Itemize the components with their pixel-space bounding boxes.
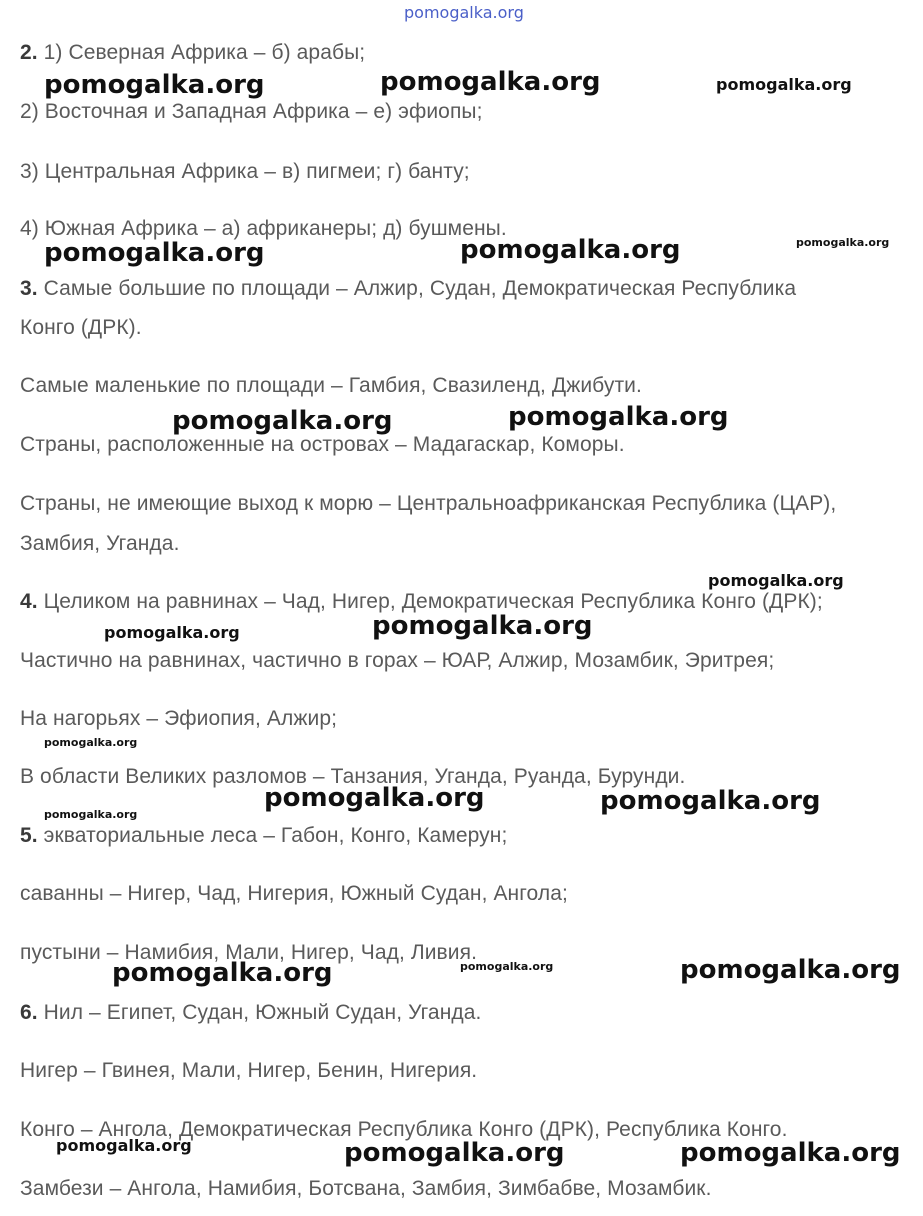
answer-4-line-4: В области Великих разломов – Танзания, Уганда, Руанда, Бурунди. <box>20 765 686 788</box>
answer-6-line-3: Конго – Ангола, Демократическая Республика Конго (ДРК), Республика Конго. <box>20 1118 788 1141</box>
watermark: pomogalka.org <box>680 1138 901 1168</box>
answer-6-line-1 <box>20 1001 481 1025</box>
answer-2-line-2: 2) Восточная и Западная Африка – е) эфиопы; <box>20 100 483 123</box>
watermark: pomogalka.org <box>172 406 393 436</box>
answer-5-text-1: экваториальные леса – Габон, Конго, Камерун; <box>43 824 508 847</box>
watermark: pomogalka.org <box>508 402 729 432</box>
watermark: pomogalka.org <box>44 70 265 100</box>
watermark: pomogalka.org <box>344 1138 565 1168</box>
watermark: pomogalka.org <box>372 611 593 641</box>
watermark: pomogalka.org <box>104 623 240 642</box>
answer-6-line-4: Замбези – Ангола, Намибия, Ботсвана, Замбия, Зимбабве, Мозамбик. <box>20 1177 712 1200</box>
watermark: pomogalka.org <box>44 736 138 749</box>
watermark: pomogalka.org <box>716 75 852 94</box>
answer-3-number: 3. <box>20 277 38 300</box>
answer-3-text-1: Самые большие по площади – Алжир, Судан, Демократическая Республика <box>43 277 797 300</box>
answer-4-text-1: Целиком на равнинах – Чад, Нигер, Демократическая Республика Конго (ДРК); <box>43 590 823 613</box>
watermark: pomogalka.org <box>44 808 138 821</box>
watermark: pomogalka.org <box>264 783 485 813</box>
watermark: pomogalka.org <box>56 1136 192 1155</box>
answer-2-line-3: 3) Центральная Африка – в) пигмеи; г) банту; <box>20 160 470 183</box>
answer-5-line-1 <box>20 824 507 848</box>
answer-2-line-1 <box>20 41 365 65</box>
answer-3-line-2: Конго (ДРК). <box>20 316 142 339</box>
answer-3-line-6: Замбия, Уганда. <box>20 532 180 555</box>
watermark: pomogalka.org <box>44 238 265 268</box>
answer-6-number: 6. <box>20 1001 38 1024</box>
watermark: pomogalka.org <box>460 960 554 973</box>
answer-6-text-1: Нил – Египет, Судан, Южный Судан, Уганда. <box>43 1001 482 1024</box>
answer-4-line-3: На нагорьях – Эфиопия, Алжир; <box>20 707 338 730</box>
watermark: pomogalka.org <box>112 958 333 988</box>
answer-4-line-2: Частично на равнинах, частично в горах – ЮАР, Алжир, Мозамбик, Эритрея; <box>20 649 775 672</box>
answer-3-line-1 <box>20 277 796 301</box>
header-watermark: pomogalka.org <box>404 3 524 22</box>
answer-2-line-4: 4) Южная Африка – а) африканеры; д) бушмены. <box>20 217 507 240</box>
answer-5-line-2: саванны – Нигер, Чад, Нигерия, Южный Судан, Ангола; <box>20 882 568 905</box>
watermark: pomogalka.org <box>708 571 844 590</box>
watermark: pomogalka.org <box>796 236 890 249</box>
answer-3-line-4: Страны, расположенные на островах – Мадагаскар, Коморы. <box>20 433 625 456</box>
answer-3-line-5: Страны, не имеющие выход к морю – Центральноафриканская Республика (ЦАР), <box>20 492 837 515</box>
answer-3-line-3: Самые маленькие по площади – Гамбия, Свазиленд, Джибути. <box>20 374 642 397</box>
watermark: pomogalka.org <box>460 235 681 265</box>
watermark: pomogalka.org <box>600 786 821 816</box>
answer-6-line-2: Нигер – Гвинея, Мали, Нигер, Бенин, Нигерия. <box>20 1059 478 1082</box>
answer-5-number: 5. <box>20 824 38 847</box>
answer-2-text-1: 1) Северная Африка – б) арабы; <box>43 41 366 64</box>
watermark: pomogalka.org <box>380 67 601 97</box>
answer-2-number: 2. <box>20 41 38 64</box>
answer-5-line-3: пустыни – Намибия, Мали, Нигер, Чад, Ливия. <box>20 941 478 964</box>
answer-4-number: 4. <box>20 590 38 613</box>
watermark: pomogalka.org <box>680 955 901 985</box>
